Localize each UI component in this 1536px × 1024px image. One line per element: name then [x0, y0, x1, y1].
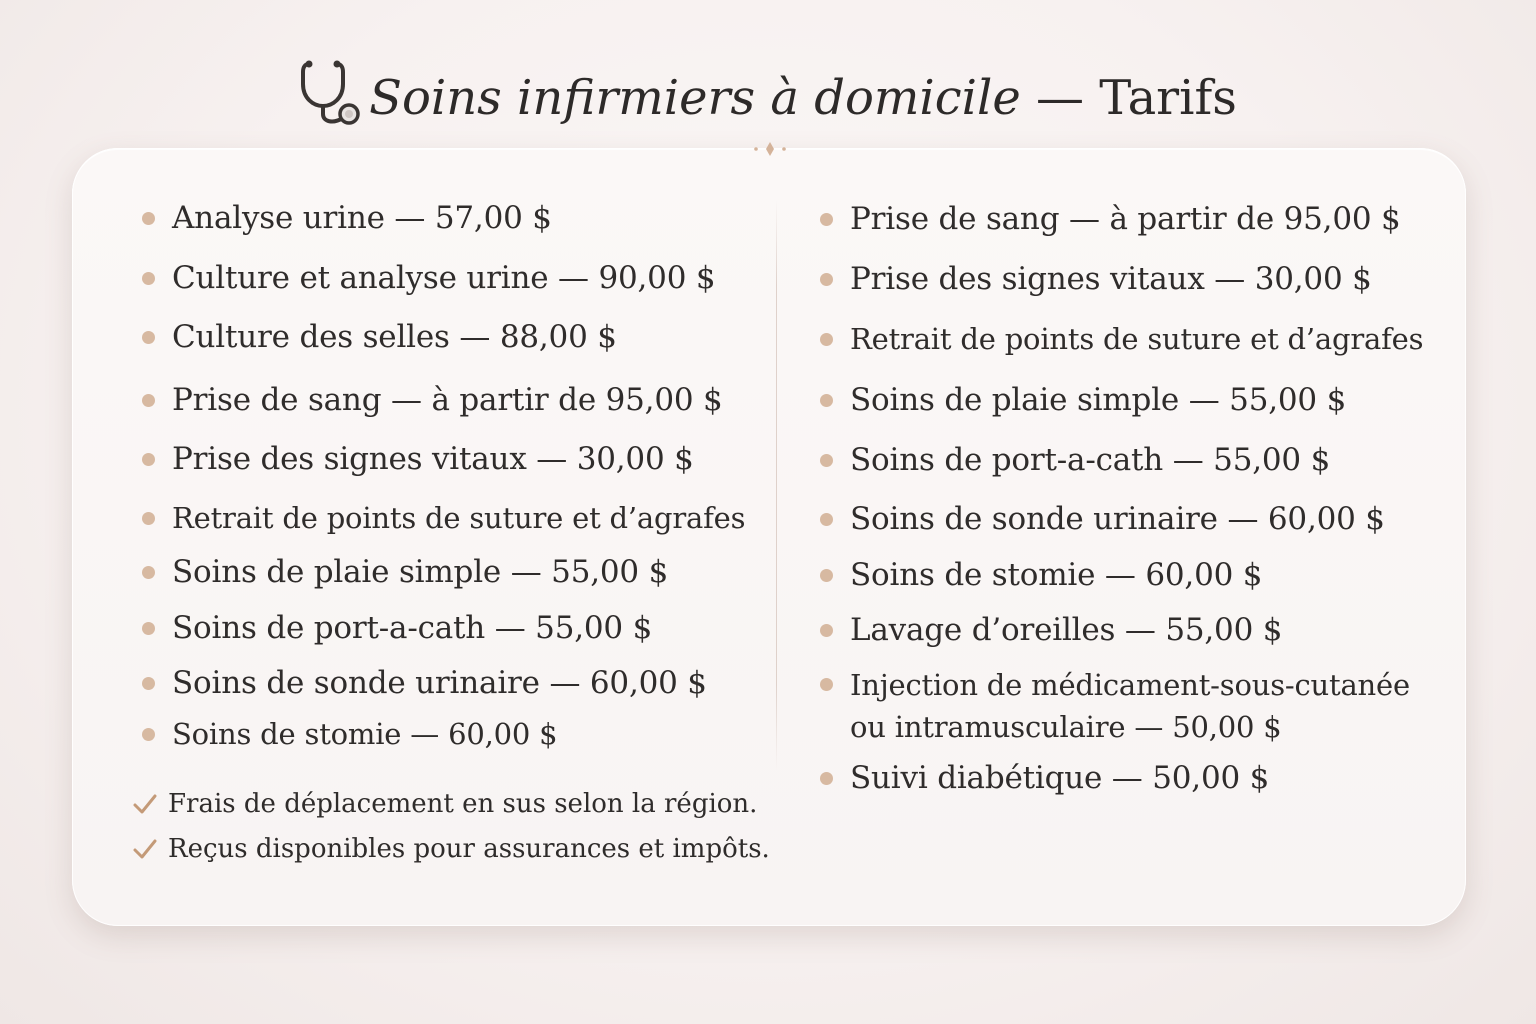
list-item: Prise de sang — à partir de 95,00 $ [850, 199, 1401, 239]
list-item: Soins de stomie — 60,00 $ [850, 555, 1262, 595]
list-item: Soins de port-a-cath — 55,00 $ [850, 440, 1330, 480]
bullet-icon [820, 569, 833, 582]
bullet-icon [820, 454, 833, 467]
list-item: Suivi diabétique — 50,00 $ [850, 758, 1269, 798]
list-item: Lavage d’oreilles — 55,00 $ [850, 610, 1282, 650]
bullet-icon [142, 566, 155, 579]
bullet-icon [142, 453, 155, 466]
ornament-divider [470, 140, 1070, 158]
bullet-icon [820, 772, 833, 785]
list-item: Retrait de points de suture et d’agrafes [172, 498, 745, 538]
list-item: Soins de plaie simple — 55,00 $ [172, 552, 668, 592]
bullet-icon [142, 677, 155, 690]
list-item: Prise des signes vitaux — 30,00 $ [172, 439, 694, 479]
list-item: Soins de port-a-cath — 55,00 $ [172, 608, 652, 648]
bullet-icon [820, 213, 833, 226]
bullet-icon [820, 624, 833, 637]
bullet-icon [142, 272, 155, 285]
bullet-icon [142, 622, 155, 635]
list-item: Injection de médicament-sous-cutanée ou intramusculaire — 50,00 $ [850, 664, 1410, 748]
bullet-icon [820, 394, 833, 407]
note-receipts: Reçus disponibles pour assurances et impôts. [132, 831, 770, 867]
list-item: Prise des signes vitaux — 30,00 $ [850, 259, 1372, 299]
bullet-icon [142, 331, 155, 344]
list-item: Soins de plaie simple — 55,00 $ [850, 380, 1346, 420]
check-icon [132, 791, 158, 817]
bullet-icon [820, 273, 833, 286]
page-title [0, 58, 1536, 136]
list-item: Culture et analyse urine — 90,00 $ [172, 258, 715, 298]
list-item: Culture des selles — 88,00 $ [172, 317, 617, 357]
bullet-icon [142, 512, 155, 525]
title-suffix: — Tarifs [1036, 70, 1237, 126]
bullet-icon [142, 728, 155, 741]
bullet-icon [142, 394, 155, 407]
bullet-icon [820, 333, 833, 346]
bullet-icon [142, 212, 155, 225]
note-travel-fees: Frais de déplacement en sus selon la région. [132, 786, 757, 822]
column-divider [776, 200, 777, 770]
bullet-icon [820, 513, 833, 526]
title-main: Soins infirmiers à domicile [369, 70, 1021, 126]
list-item: Retrait de points de suture et d’agrafes [850, 319, 1423, 359]
list-item: Prise de sang — à partir de 95,00 $ [172, 380, 723, 420]
list-item: Analyse urine — 57,00 $ [172, 198, 552, 238]
list-item: Soins de sonde urinaire — 60,00 $ [850, 499, 1385, 539]
list-item: Soins de sonde urinaire — 60,00 $ [172, 663, 707, 703]
stethoscope-icon [299, 58, 361, 128]
bullet-icon [820, 678, 833, 691]
list-item: Soins de stomie — 60,00 $ [172, 714, 557, 754]
check-icon [132, 836, 158, 862]
